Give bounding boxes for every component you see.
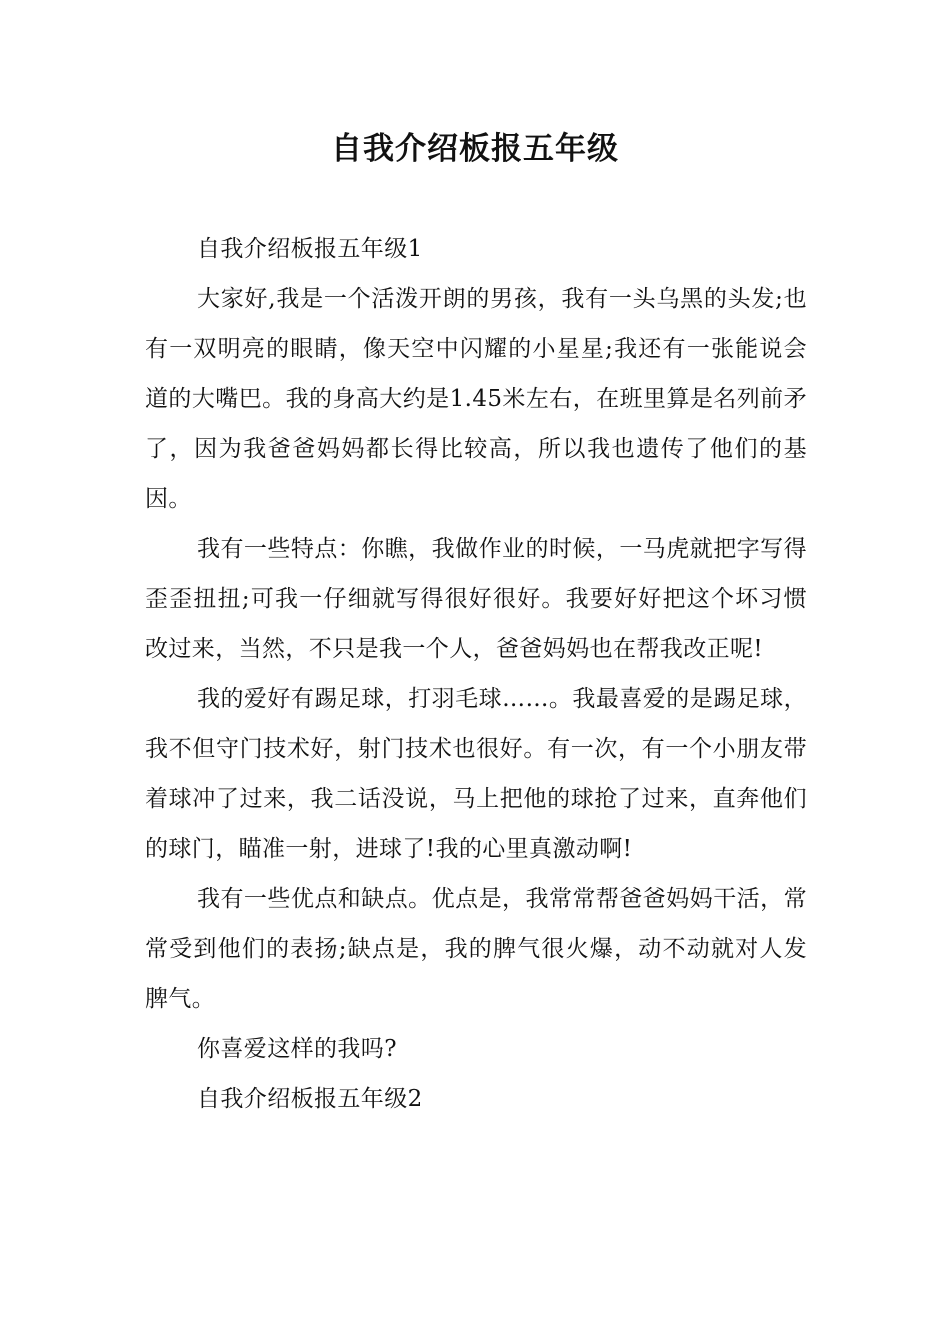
section-heading-1: 自我介绍板报五年级1 <box>197 236 423 262</box>
document-title: 自我介绍板报五年级 <box>331 131 619 167</box>
paragraph-closing-question: 你喜爱这样的我吗? <box>197 1036 397 1062</box>
paragraph-strengths-weaknesses: 我有一些优点和缺点。优点是，我常常帮爸爸妈妈干活，常常受到他们的表扬;缺点是，我的脾气很火爆，动不动就对人发脾气。 <box>145 886 807 1012</box>
paragraph-traits: 我有一些特点：你瞧，我做作业的时候，一马虎就把字写得歪歪扭扭;可我一仔细就写得很好很好。我要好好把这个坏习惯改过来，当然，不只是我一个人，爸爸妈妈也在帮我改正呢! <box>145 536 807 662</box>
section-heading-2: 自我介绍板报五年级2 <box>197 1086 423 1112</box>
paragraph-hobbies: 我的爱好有踢足球，打羽毛球……。我最喜爱的是踢足球，我不但守门技术好，射门技术也很好。有一次，有一个小朋友带着球冲了过来，我二话没说，马上把他的球抢了过来，直奔他们的球门，瞄准一射，进球了!我的心里真激动啊! <box>145 686 807 862</box>
document-body <box>145 224 807 1124</box>
paragraph-appearance: 大家好,我是一个活泼开朗的男孩，我有一头乌黑的头发;也有一双明亮的眼睛，像天空中闪耀的小星星;我还有一张能说会道的大嘴巴。我的身高大约是1.45米左右，在班里算是名列前矛了，因为我爸爸妈妈都长得比较高，所以我也遗传了他们的基因。 <box>145 286 807 512</box>
